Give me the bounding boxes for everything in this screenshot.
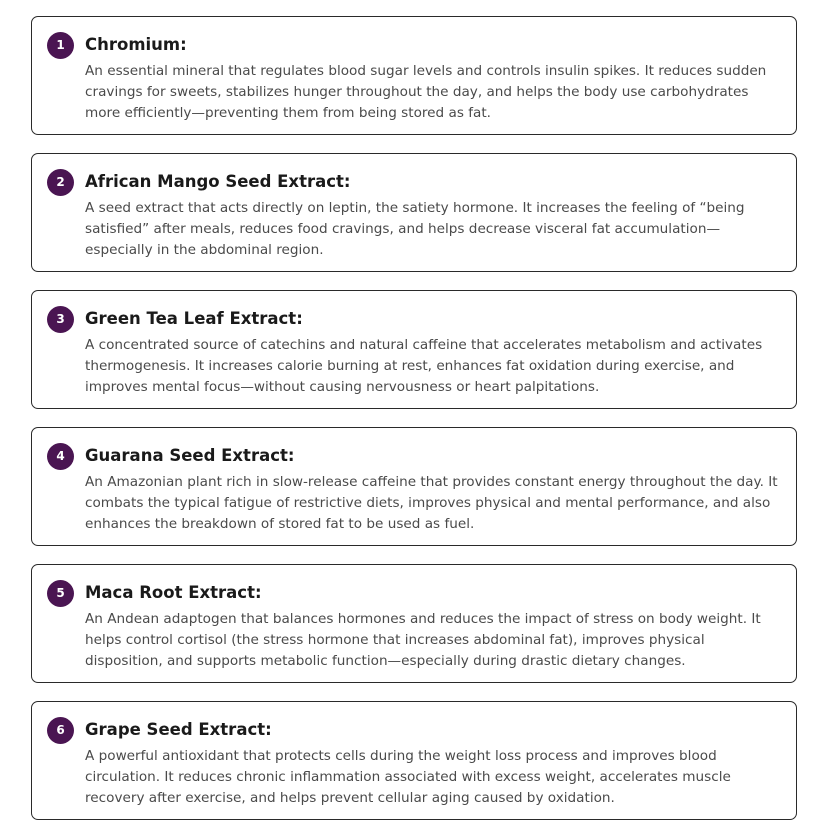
ingredient-title: Chromium:: [85, 35, 187, 54]
ingredient-card-grape-seed: [31, 701, 797, 820]
number-badge: 5: [47, 580, 74, 607]
ingredient-title: Guarana Seed Extract:: [85, 446, 295, 465]
ingredient-description: A concentrated source of catechins and natural caffeine that accelerates metabolism and activates thermogenesis. It increases calorie burning at rest, enhances fat oxidation during exercise, and improves mental focus—without causing nervousness or heart palpitations.: [85, 337, 763, 395]
ingredient-card-chromium: [31, 16, 797, 135]
ingredient-card-green-tea: [31, 290, 797, 409]
ingredient-title: Maca Root Extract:: [85, 583, 262, 602]
number-badge: 3: [47, 306, 74, 333]
ingredient-title: Grape Seed Extract:: [85, 720, 272, 739]
ingredient-title: African Mango Seed Extract:: [85, 172, 351, 191]
ingredient-description: An Amazonian plant rich in slow-release caffeine that provides constant energy throughout the day. It combats the typical fatigue of restrictive diets, improves physical and mental performance, and also enhances the breakdown of stored fat to be used as fuel.: [85, 474, 778, 532]
ingredient-description: An Andean adaptogen that balances hormones and reduces the impact of stress on body weight. It helps control cortisol (the stress hormone that increases abdominal fat), improves physical disposition, and supports metabolic function—especially during drastic dietary changes.: [85, 611, 761, 669]
ingredient-card-guarana: [31, 427, 797, 546]
ingredient-card-maca-root: [31, 564, 797, 683]
number-badge: 2: [47, 169, 74, 196]
ingredient-description: An essential mineral that regulates blood sugar levels and controls insulin spikes. It reduces sudden cravings for sweets, stabilizes hunger throughout the day, and helps the body use carbohydrates more efficiently—preventing them from being stored as fat.: [85, 63, 767, 121]
ingredient-title: Green Tea Leaf Extract:: [85, 309, 303, 328]
ingredient-card-african-mango: [31, 153, 797, 272]
number-badge: 1: [47, 32, 74, 59]
number-badge: 6: [47, 717, 74, 744]
ingredient-description: A powerful antioxidant that protects cells during the weight loss process and improves blood circulation. It reduces chronic inflammation associated with excess weight, accelerates muscle recovery after exercise, and helps prevent cellular aging caused by oxidation.: [85, 748, 731, 806]
number-badge: 4: [47, 443, 74, 470]
ingredient-description: A seed extract that acts directly on leptin, the satiety hormone. It increases the feeling of “being satisfied” after meals, reduces food cravings, and helps decrease visceral fat accumulation—especially in the abdominal region.: [85, 200, 745, 258]
